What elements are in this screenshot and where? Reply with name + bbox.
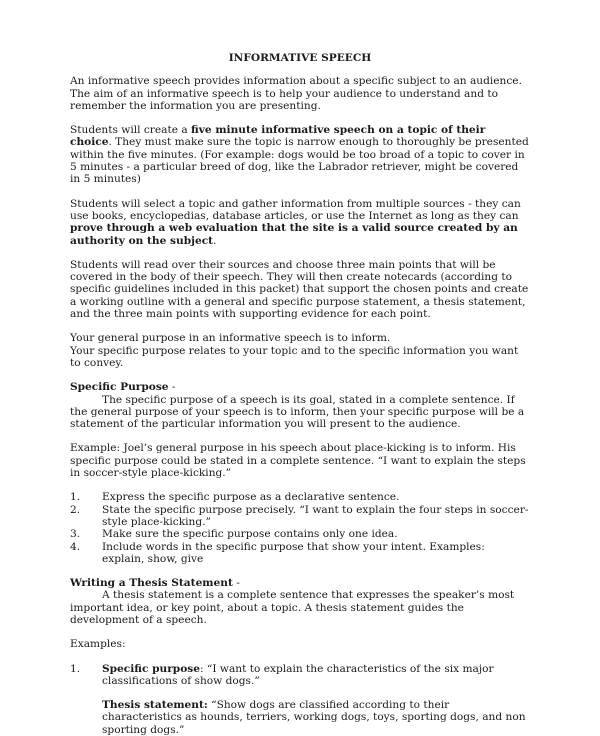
list-item-text: Include words in the specific purpose that show your intent. Examples: explain, show, give — [102, 540, 485, 565]
list-item-number: 3. — [70, 528, 81, 541]
sources-emphasis: prove through a web evaluation that the site is a valid source created by an authority on the subject — [70, 222, 518, 247]
example-number: 1. — [70, 662, 81, 675]
list-item — [70, 528, 530, 540]
purpose-guidelines-list — [70, 491, 530, 565]
specific-purpose-line: Your specific purpose relates to your topic and to the specific information you want to convey. — [70, 344, 519, 369]
topic-text-a: Students will create a — [70, 124, 192, 137]
sources-text-a: Students will select a topic and gather information from multiple sources - they can use books, encyclopedias, database articles, or use the Internet as long as they can — [70, 197, 521, 222]
topic-text-c: . They must make sure the topic is narrow enough to thoroughly be presented within the five minutes. (For example: dogs would be too broad of a topic to cover in 5 minutes - a particular breed of dog, like the Labrador retriever, might be covered in 5 minutes) — [70, 136, 529, 186]
list-item — [70, 504, 530, 529]
example-specific-purpose — [102, 663, 530, 688]
example-thesis-statement — [102, 699, 530, 736]
example-ts-text: “Show dogs are classified according to their characteristics as hounds, terriers, working dogs, toys, sporting dogs, and non sporting dogs.” — [102, 699, 526, 736]
main-points-paragraph: Students will read over their sources and choose three main points that will be covered in the body of their speech. They will then create notecards (according to specific guidelines included in this packet) that support the chosen points and create a working outline with a general and specific purpose statement, a thesis statement, and the three main points with supporting evidence for each point. — [70, 258, 529, 321]
list-item-text: Make sure the specific purpose contains only one idea. — [102, 528, 398, 541]
purpose-paragraph — [70, 332, 530, 369]
page-title: INFORMATIVE SPEECH — [228, 52, 372, 64]
example-row — [70, 663, 530, 688]
specific-purpose-heading-line — [70, 381, 530, 393]
specific-purpose-dash: - — [168, 381, 176, 394]
thesis-section — [70, 577, 530, 626]
list-item-text: Express the specific purpose as a declarative sentence. — [102, 491, 400, 504]
joel-example: Example: Joel’s general purpose in his speech about place-kicking is to inform. His specific purpose could be stated in a complete sentence. “I want to explain the steps in soccer-style place-kicking.” — [70, 442, 526, 480]
sources-text-c: . — [213, 234, 217, 247]
specific-purpose-heading: Specific Purpose — [70, 381, 169, 394]
list-item-number: 2. — [70, 503, 81, 516]
list-item — [70, 491, 530, 503]
list-item — [70, 541, 530, 566]
intro-paragraph: An informative speech provides information about a specific subject to an audience. The aim of an informative speech is to help your audience to understand and to remember the information you are presenting. — [70, 75, 522, 112]
thesis-heading: Writing a Thesis Statement — [70, 577, 233, 590]
example-sp-label: Specific purpose — [102, 662, 200, 675]
list-item-number: 4. — [70, 540, 81, 553]
example-ts-label: Thesis statement: — [102, 699, 208, 712]
thesis-heading-line — [70, 577, 530, 589]
example-sp-text: : “I want to explain the characteristics of the six major classifications of show dogs.” — [102, 662, 494, 687]
sources-paragraph — [70, 198, 530, 247]
specific-purpose-body: The specific purpose of a speech is its goal, stated in a complete sentence. If the general purpose of your speech is to inform, then your specific purpose will be a statement of the particular information you will present to the audience. — [70, 393, 525, 431]
topic-paragraph — [70, 124, 530, 185]
topic-emphasis: five minute informative speech on a topic of their choice — [70, 124, 486, 149]
thesis-body: A thesis statement is a complete sentence that expresses the speaker’s most important idea, or key point, about a topic. A thesis statement guides the development of a speech. — [70, 589, 515, 626]
thesis-dash: - — [232, 577, 240, 590]
general-purpose-line: Your general purpose in an informative speech is to inform. — [70, 332, 391, 345]
examples-label: Examples: — [70, 638, 126, 651]
thesis-example-1 — [70, 663, 530, 736]
list-item-number: 1. — [70, 491, 81, 504]
specific-purpose-section — [70, 381, 530, 430]
list-item-text: State the specific purpose precisely. “I want to explain the four steps in soccer-style place-kicking.” — [102, 503, 529, 528]
